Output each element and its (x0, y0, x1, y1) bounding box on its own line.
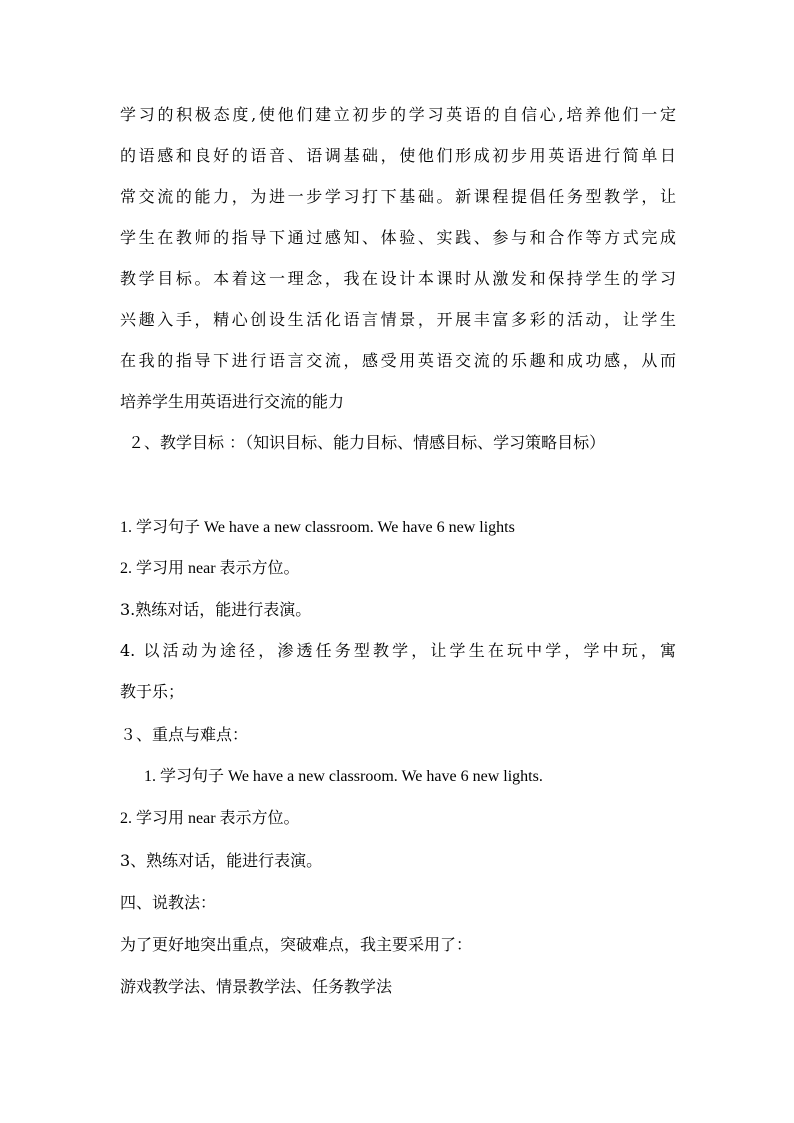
section-2-item-4: 4. 以活动为途径，渗透任务型教学，让学生在玩中学，学中玩，寓 (120, 641, 676, 660)
paragraph-line-2: 的语感和良好的语音、语调基础，使他们形成初步用英语进行简单日 (120, 146, 676, 165)
section-2-item-4-continued: 教于乐； (120, 682, 185, 701)
paragraph-line-1: 学习的积极态度,使他们建立初步的学习英语的自信心,培养他们一定 (120, 105, 676, 124)
section-2-item-2: 2. 学习用 near 表示方位。 (120, 560, 300, 577)
section-3-item-1: 1. 学习句子 We have a new classroom. We have 6 new lights. (144, 768, 543, 785)
paragraph-line-7: 在我的指导下进行语言交流，感受用英语交流的乐趣和成功感，从而 (120, 351, 676, 370)
paragraph-line-3: 常交流的能力，为进一步学习打下基础。新课程提倡任务型教学，让 (120, 187, 676, 206)
paragraph-line-6: 兴趣入手，精心创设生活化语言情景，开展丰富多彩的活动，让学生 (120, 310, 676, 329)
section-4-line-2: 游戏教学法、情景教学法、任务教学法 (120, 977, 393, 996)
paragraph-line-8: 培养学生用英语进行交流的能力 (120, 392, 345, 411)
section-2-item-3: 3.熟练对话，能进行表演。 (120, 600, 312, 619)
section-4-line-1: 为了更好地突出重点，突破难点，我主要采用了： (120, 935, 473, 954)
paragraph-line-4: 学生在教师的指导下通过感知、体验、实践、参与和合作等方式完成 (120, 228, 676, 247)
section-2-item-1: 1. 学习句子 We have a new classroom. We have 6 new lights (120, 519, 515, 536)
paragraph-line-5: 教学目标。本着这一理念，我在设计本课时从激发和保持学生的学习 (120, 269, 676, 288)
section-3-item-3: 3、熟练对话，能进行表演。 (120, 851, 323, 870)
section-3-heading: ３、重点与难点： (120, 725, 249, 744)
section-3-item-2: 2. 学习用 near 表示方位。 (120, 810, 300, 827)
section-4-heading: 四、说教法： (120, 893, 217, 912)
section-2-heading: ２、教学目标 ：（知识目标、能力目标、情感目标、学习策略目标） (128, 433, 606, 452)
